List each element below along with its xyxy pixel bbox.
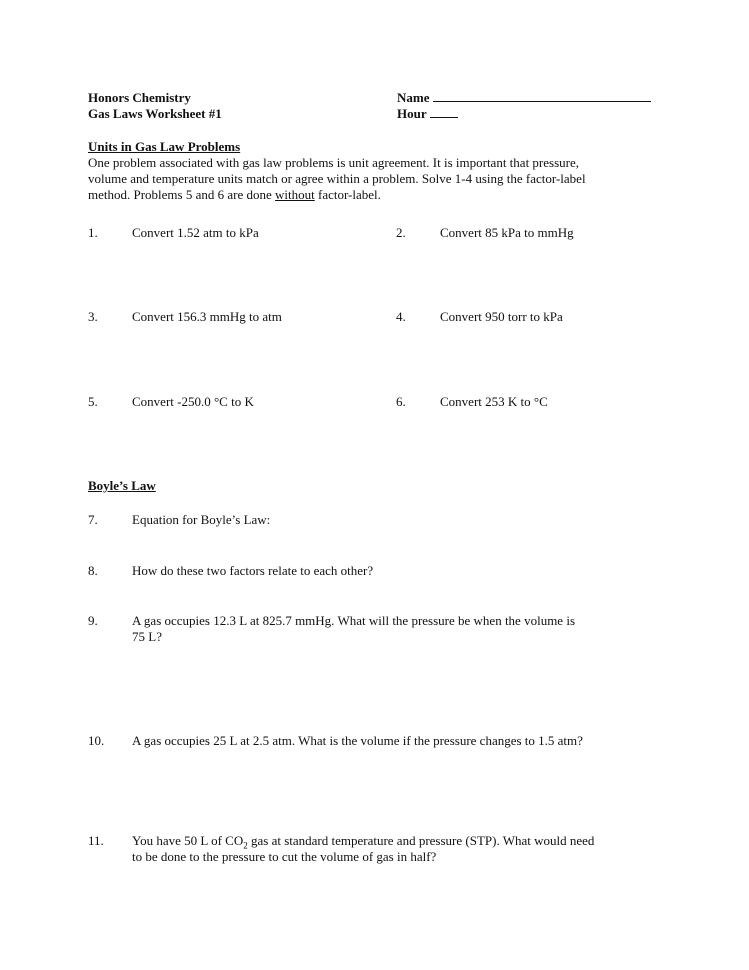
worksheet-title: Gas Laws Worksheet #1: [88, 106, 222, 121]
co2-subscript: 2: [243, 840, 248, 851]
problem-text: Equation for Boyle’s Law:: [132, 512, 271, 527]
boyle-section-title: Boyle’s Law: [88, 478, 156, 493]
intro-emphasis-without: without: [275, 187, 315, 202]
intro-line-1: One problem associated with gas law problems is unit agreement. It is important that pressure,: [88, 155, 579, 170]
problem-number: 3.: [88, 309, 98, 324]
hour-field[interactable]: [397, 106, 458, 122]
problem-number: 9.: [88, 613, 98, 628]
problem-text-line-2: to be done to the pressure to cut the volume of gas in half?: [132, 849, 437, 864]
problem-number: 4.: [396, 309, 406, 324]
intro-line-2: volume and temperature units match or agree within a problem. Solve 1-4 using the factor-label: [88, 171, 586, 186]
intro-line-3-pre: method. Problems 5 and 6 are done: [88, 187, 276, 202]
course-title: Honors Chemistry: [88, 90, 191, 105]
problem-number: 10.: [88, 733, 105, 748]
q11-pre: You have 50 L of CO: [132, 833, 244, 848]
problem-number: 8.: [88, 563, 98, 578]
problem-number: 1.: [88, 225, 98, 240]
name-blank[interactable]: [433, 90, 651, 102]
problem-text: Convert 253 K to °C: [440, 394, 548, 409]
problem-number: 11.: [88, 833, 104, 848]
intro-line-3-post: factor-label.: [314, 187, 381, 202]
problem-number: 5.: [88, 394, 98, 409]
hour-blank[interactable]: [430, 106, 458, 118]
problem-text: Convert 950 torr to kPa: [440, 309, 563, 324]
problem-text: Convert 1.52 atm to kPa: [132, 225, 259, 240]
problem-text: Convert 85 kPa to mmHg: [440, 225, 574, 240]
problem-text: Convert 156.3 mmHg to atm: [132, 309, 282, 324]
problem-text-line-1: [132, 833, 594, 851]
name-label: Name: [397, 90, 430, 105]
q11-post: gas at standard temperature and pressure (STP). What would need: [247, 833, 595, 848]
problem-text-line-2: 75 L?: [132, 629, 162, 644]
problem-number: 7.: [88, 512, 98, 527]
problem-number: 6.: [396, 394, 406, 409]
problem-number: 2.: [396, 225, 406, 240]
problem-text: Convert -250.0 °C to K: [132, 394, 254, 409]
problem-text: A gas occupies 25 L at 2.5 atm. What is the volume if the pressure changes to 1.5 atm?: [132, 733, 583, 748]
units-section-title: Units in Gas Law Problems: [88, 139, 241, 154]
hour-label: Hour: [397, 106, 427, 121]
problem-text: How do these two factors relate to each other?: [132, 563, 374, 578]
intro-line-3: [88, 187, 381, 203]
name-field[interactable]: [397, 90, 651, 106]
problem-text-line-1: A gas occupies 12.3 L at 825.7 mmHg. What will the pressure be when the volume is: [132, 613, 575, 628]
